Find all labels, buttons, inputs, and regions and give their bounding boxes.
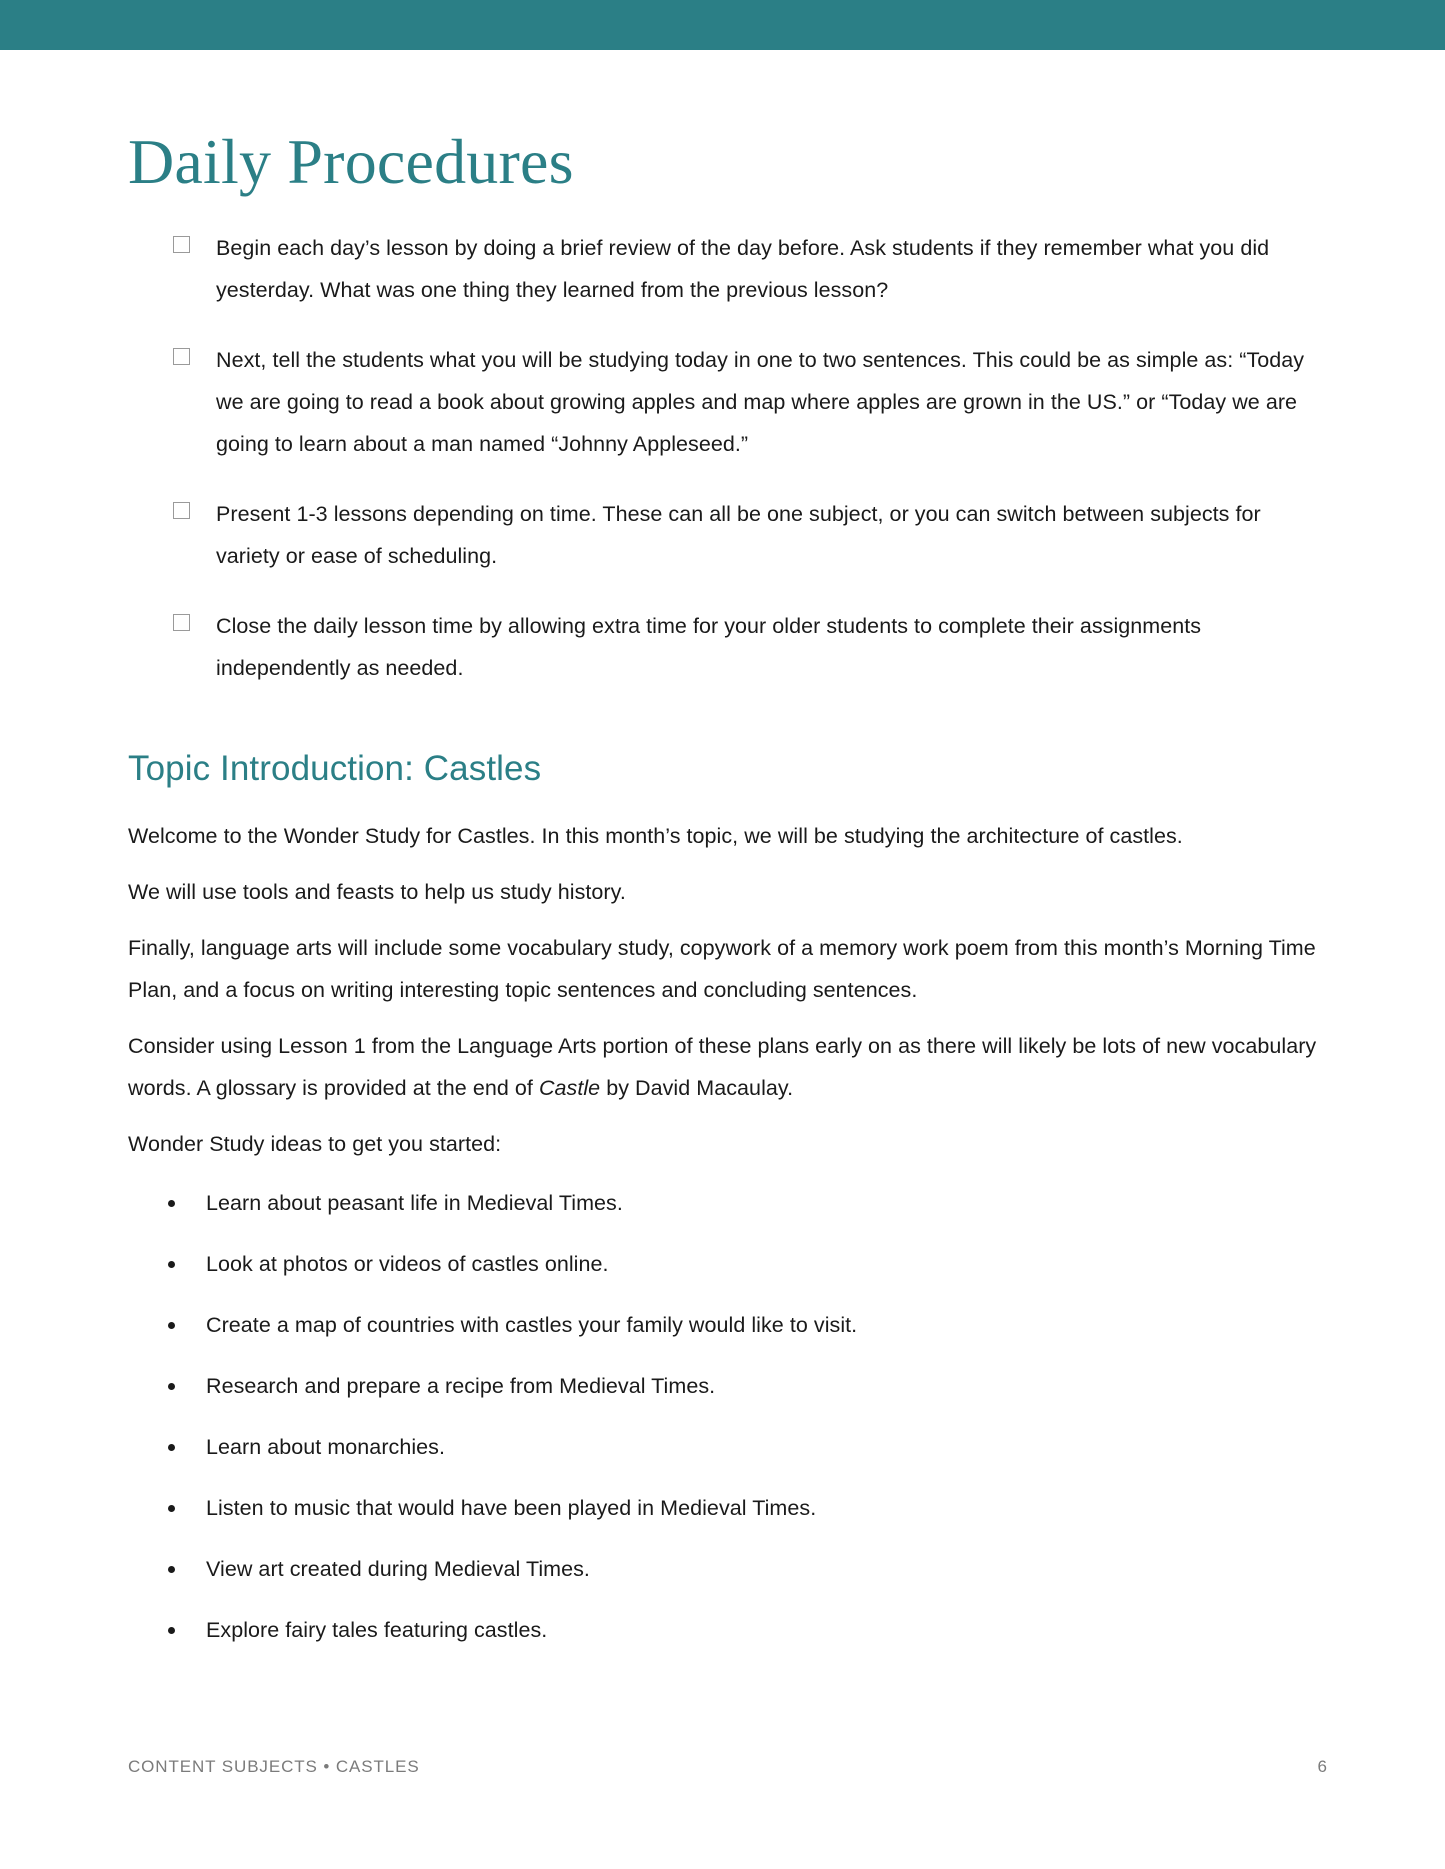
bullet-icon [168,1261,175,1268]
list-item-label: View art created during Medieval Times. [206,1557,590,1582]
bullet-icon [168,1383,175,1390]
list-item-label: Learn about peasant life in Medieval Times. [206,1191,623,1216]
paragraph-text-after: by David Macaulay. [600,1076,794,1101]
page-number: 6 [1317,1757,1327,1776]
section-paragraph-with-book-title [128,1025,1327,1109]
checklist-item[interactable] [128,227,1327,311]
daily-procedures-checklist [128,227,1327,689]
checklist-item-label: Next, tell the students what you will be studying today in one to two sentences. This could be as simple as: “Today we are going to read a book about growing apples and map where apples are grown in the US.” or “Today we are going to learn about a man named “Johnny Appleseed.” [216,348,1305,457]
paragraph-text-before: Consider using Lesson 1 from the Language Arts portion of these plans early on as there will likely be lots of new vocabulary words. A glossary is provided at the end of [128,1034,1317,1101]
bullet-icon [168,1627,175,1634]
checklist-item[interactable] [128,339,1327,465]
checklist-item-label: Begin each day’s lesson by doing a brief review of the day before. Ask students if they remember what you did yesterday. What was one thing they learned from the previous lesson? [216,236,1270,303]
page-content [0,50,1445,1671]
list-item-label: Look at photos or videos of castles online. [206,1252,609,1277]
wonder-study-ideas-list [128,1183,1327,1650]
page-title: Daily Procedures [128,126,574,197]
list-item-label: Learn about monarchies. [206,1435,445,1460]
header-accent-bar [0,0,1445,50]
checkbox-icon[interactable] [173,236,190,253]
checklist-item-label: Close the daily lesson time by allowing extra time for your older students to complete their assignments independently as needed. [216,614,1202,681]
list-item [128,1183,1327,1223]
list-item [128,1427,1327,1467]
bullet-icon [168,1566,175,1573]
list-item-label: Research and prepare a recipe from Medieval Times. [206,1374,716,1399]
list-item-label: Listen to music that would have been played in Medieval Times. [206,1496,817,1521]
list-item [128,1488,1327,1528]
bullet-icon [168,1444,175,1451]
section-paragraph: Finally, language arts will include some vocabulary study, copywork of a memory work poem from this month’s Morning Time Plan, and a focus on writing interesting topic sentences and concluding sentences. [128,936,1316,1003]
section-paragraph: Welcome to the Wonder Study for Castles. In this month’s topic, we will be studying the architecture of castles. [128,824,1183,849]
bullet-icon [168,1505,175,1512]
bullet-icon [168,1200,175,1207]
book-title: Castle [538,1076,601,1101]
list-item [128,1244,1327,1284]
checkbox-icon[interactable] [173,502,190,519]
idea-list-intro: Wonder Study ideas to get you started: [128,1132,502,1157]
list-item [128,1549,1327,1589]
checklist-item[interactable] [128,493,1327,577]
page-footer [128,1757,1327,1777]
checklist-item-label: Present 1-3 lessons depending on time. These can all be one subject, or you can switch between subjects for variety or ease of scheduling. [216,502,1261,569]
section-heading: Topic Introduction: Castles [128,749,542,789]
list-item [128,1610,1327,1650]
bullet-icon [168,1322,175,1329]
list-item [128,1305,1327,1345]
list-item-label: Explore fairy tales featuring castles. [206,1618,548,1643]
checkbox-icon[interactable] [173,348,190,365]
section-paragraph: We will use tools and feasts to help us study history. [128,880,626,905]
list-item [128,1366,1327,1406]
checkbox-icon[interactable] [173,614,190,631]
footer-breadcrumb: CONTENT SUBJECTS • CASTLES [128,1757,420,1776]
list-item-label: Create a map of countries with castles your family would like to visit. [206,1313,858,1338]
checklist-item[interactable] [128,605,1327,689]
